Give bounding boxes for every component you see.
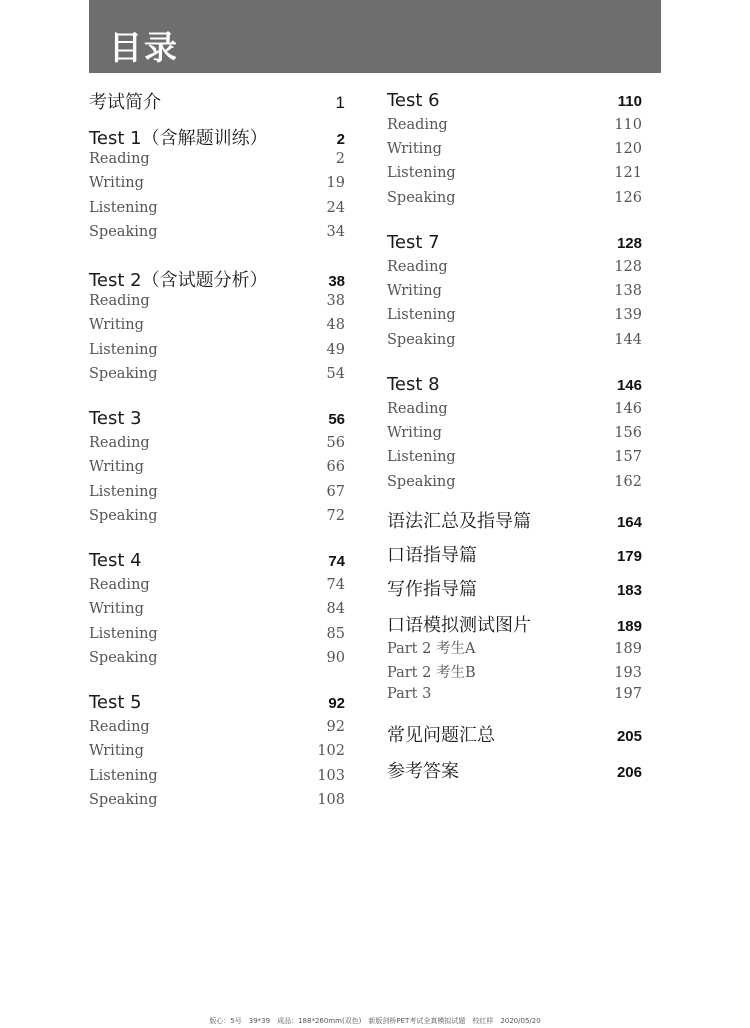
toc-section-entry	[387, 575, 642, 601]
toc-subentry	[387, 307, 642, 323]
toc-entry-title: Listening	[89, 768, 158, 784]
toc-page-number: 183	[616, 582, 642, 599]
toc-page-number: 189	[616, 618, 642, 635]
toc-subentry	[89, 200, 345, 216]
toc-entry-title: Test 6	[387, 90, 440, 111]
toc-entry-title: Speaking	[89, 366, 158, 382]
toc-page-number: 139	[614, 307, 642, 323]
toc-subentry	[387, 637, 642, 658]
toc-section-entry	[387, 374, 642, 395]
toc-entry-title: Reading	[89, 151, 150, 167]
toc-section-entry	[89, 550, 345, 571]
toc-page-number: 84	[326, 601, 345, 617]
toc-entry-title: Writing	[89, 743, 144, 759]
toc-subentry	[387, 474, 642, 490]
toc-entry-title: 语法汇总及指导篇	[387, 511, 531, 532]
toc-entry-title: Test 2（含试题分析）	[89, 270, 268, 291]
toc-entry-title: Test 4	[89, 550, 142, 571]
toc-page-number: 146	[614, 401, 642, 417]
toc-entry-title: Reading	[89, 719, 150, 735]
page-title: 目录	[109, 28, 179, 67]
toc-subentry	[89, 626, 345, 642]
toc-subentry	[89, 508, 345, 524]
toc-entry-title: Speaking	[387, 474, 456, 490]
toc-page-number: 110	[614, 117, 642, 133]
toc-entry-title: Listening	[387, 307, 456, 323]
toc-section-entry	[387, 721, 642, 747]
toc-page-number: 54	[326, 366, 345, 382]
toc-subentry	[387, 425, 642, 441]
toc-subentry	[387, 449, 642, 465]
toc-page-number: 146	[616, 377, 642, 394]
toc-page-number: 49	[326, 342, 345, 358]
toc-page-number: 206	[616, 764, 642, 781]
toc-page-number: 19	[326, 175, 345, 191]
toc-entry-title: Test 8	[387, 374, 440, 395]
toc-subentry	[89, 719, 345, 735]
toc-subentry	[89, 317, 345, 333]
toc-section-entry	[89, 408, 345, 429]
toc-page-number: 108	[317, 792, 345, 808]
toc-page-number: 120	[614, 141, 642, 157]
toc-section-entry	[387, 507, 642, 533]
toc-entry-title: Speaking	[89, 650, 158, 666]
toc-page-number: 74	[326, 577, 345, 593]
toc-subentry	[89, 293, 345, 309]
toc-page-number: 56	[326, 435, 345, 451]
toc-page-number: 128	[616, 235, 642, 252]
toc-page-number: 90	[326, 650, 345, 666]
toc-entry-title: Reading	[387, 259, 448, 275]
toc-entry-title: Reading	[89, 435, 150, 451]
toc-subentry	[89, 768, 345, 784]
toc-entry-title: Reading	[89, 293, 150, 309]
toc-entry-title: Reading	[387, 401, 448, 417]
toc-page-number: 92	[326, 719, 345, 735]
toc-section-entry	[89, 266, 345, 292]
toc-page-number: 205	[616, 728, 642, 745]
toc-section-entry	[89, 124, 345, 150]
toc-subentry	[387, 259, 642, 275]
toc-page-number: 121	[614, 165, 642, 181]
toc-entry-title: Writing	[89, 601, 144, 617]
toc-section-entry	[387, 90, 642, 111]
toc-subentry	[387, 141, 642, 157]
toc-page-number: 138	[614, 283, 642, 299]
toc-page-number: 197	[614, 686, 642, 702]
toc-subentry	[89, 366, 345, 382]
toc-entry-title: 口语指导篇	[387, 545, 477, 566]
toc-entry-title: Test 5	[89, 692, 142, 713]
toc-entry-title: Reading	[89, 577, 150, 593]
toc-section-entry	[387, 232, 642, 253]
toc-page-number: 126	[614, 190, 642, 206]
toc-page-number: 66	[326, 459, 345, 475]
toc-entry-title: Writing	[89, 175, 144, 191]
toc-page-number: 2	[335, 151, 345, 167]
toc-entry-title: Listening	[387, 165, 456, 181]
toc-page-number: 2	[336, 131, 345, 148]
toc-entry-title: Test 7	[387, 232, 440, 253]
toc-subentry	[387, 283, 642, 299]
toc-page-number: 72	[326, 508, 345, 524]
toc-subentry	[89, 224, 345, 240]
toc-entry-title: Speaking	[89, 508, 158, 524]
toc-subentry	[89, 743, 345, 759]
toc-subentry	[89, 792, 345, 808]
toc-page-number: 189	[614, 641, 642, 657]
toc-entry-title: 常见问题汇总	[387, 725, 495, 746]
toc-page-number: 24	[326, 200, 345, 216]
toc-entry-title: Writing	[387, 283, 442, 299]
toc-subentry	[387, 686, 642, 702]
toc-page-number: 38	[326, 293, 345, 309]
toc-subentry	[387, 661, 642, 682]
toc-page-number: 85	[326, 626, 345, 642]
toc-subentry	[89, 342, 345, 358]
toc-section-entry	[89, 88, 345, 114]
toc-entry-title: Test 3	[89, 408, 142, 429]
toc-entry-title: Writing	[89, 317, 144, 333]
toc-entry-title: Part 3	[387, 686, 432, 702]
toc-entry-title: 考试简介	[89, 92, 161, 113]
toc-subentry	[387, 401, 642, 417]
toc-page-number: 67	[326, 484, 345, 500]
toc-header	[89, 0, 661, 73]
toc-page-number: 38	[328, 273, 345, 290]
toc-page-number: 193	[614, 665, 642, 681]
toc-page-number: 102	[317, 743, 345, 759]
toc-subentry	[89, 484, 345, 500]
toc-subentry	[89, 459, 345, 475]
toc-entry-title: Listening	[89, 484, 158, 500]
toc-page-number: 56	[328, 411, 345, 428]
toc-page-number: 128	[614, 259, 642, 275]
toc-page-number: 48	[326, 317, 345, 333]
toc-page-number: 92	[328, 695, 345, 712]
toc-entry-title: Writing	[89, 459, 144, 475]
toc-page-number: 103	[317, 768, 345, 784]
toc-entry-title: Reading	[387, 117, 448, 133]
toc-page-number: 74	[328, 553, 345, 570]
toc-page-number: 1	[335, 93, 345, 112]
toc-subentry	[387, 117, 642, 133]
toc-section-entry	[387, 611, 642, 637]
toc-entry-title: Listening	[387, 449, 456, 465]
toc-subentry	[89, 577, 345, 593]
toc-subentry	[89, 435, 345, 451]
toc-page-number: 156	[614, 425, 642, 441]
toc-page-number: 179	[616, 548, 642, 565]
toc-subentry	[89, 151, 345, 167]
toc-subentry	[387, 190, 642, 206]
toc-section-entry	[89, 692, 345, 713]
toc-subentry	[89, 650, 345, 666]
toc-page-number: 34	[326, 224, 345, 240]
toc-entry-title: Listening	[89, 200, 158, 216]
toc-entry-title: Speaking	[89, 224, 158, 240]
toc-entry-title: Speaking	[89, 792, 158, 808]
toc-page-number: 157	[614, 449, 642, 465]
toc-page-number: 164	[616, 514, 642, 531]
toc-subentry	[387, 165, 642, 181]
print-footer: 版心：5号 39*39 成品：188*260mm(双色) 新版剑桥PET考试全真模拟试题 校红样 2020/05/20	[209, 1017, 541, 1025]
toc-entry-title: Writing	[387, 425, 442, 441]
toc-section-entry	[387, 757, 642, 783]
toc-entry-title: Part 2 考生B	[387, 665, 476, 681]
toc-entry-title: Test 1（含解题训练）	[89, 128, 268, 149]
toc-page-number: 162	[614, 474, 642, 490]
toc-subentry	[387, 332, 642, 348]
toc-entry-title: 口语模拟测试图片	[387, 615, 531, 636]
toc-entry-title: Listening	[89, 342, 158, 358]
toc-subentry	[89, 175, 345, 191]
toc-entry-title: 参考答案	[387, 761, 459, 782]
toc-entry-title: Speaking	[387, 332, 456, 348]
toc-entry-title: Part 2 考生A	[387, 641, 476, 657]
toc-page-number: 110	[617, 93, 642, 110]
toc-entry-title: Writing	[387, 141, 442, 157]
toc-entry-title: Speaking	[387, 190, 456, 206]
toc-subentry	[89, 601, 345, 617]
toc-entry-title: 写作指导篇	[387, 579, 477, 600]
toc-section-entry	[387, 541, 642, 567]
toc-page-number: 144	[614, 332, 642, 348]
toc-entry-title: Listening	[89, 626, 158, 642]
